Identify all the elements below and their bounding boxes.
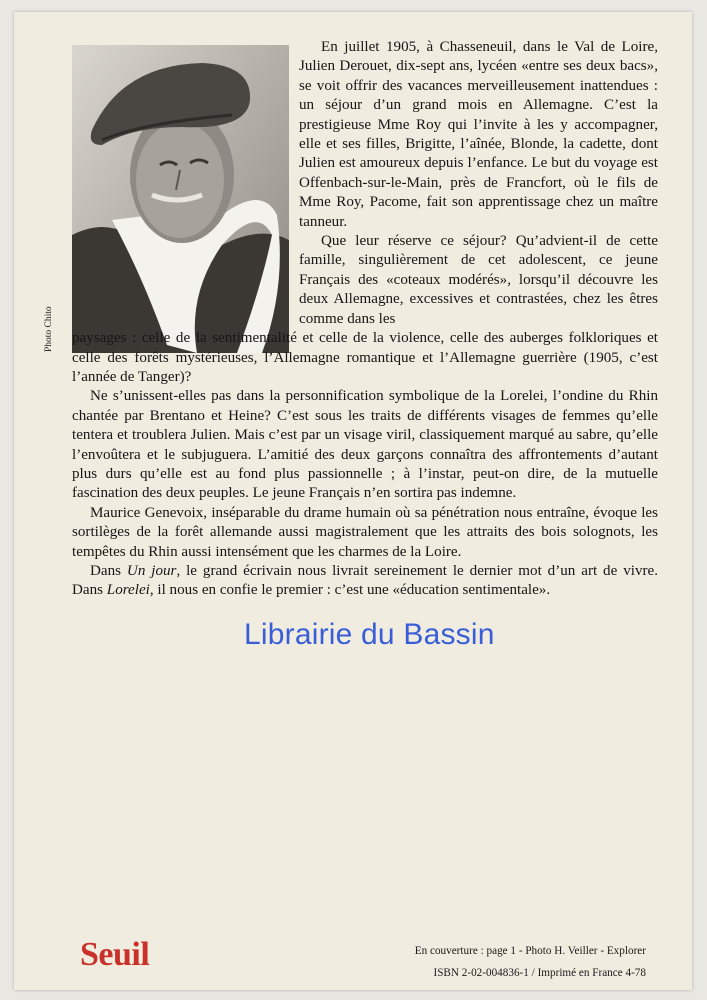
paragraph-2-continued: paysages : celle de la sentimentalité et celle de la violence, celle des auberges folkloriques et celle des forêts mystérieuses, l’Allemagne romantique et l’Allemagne guerrière (1905, c’est l’année de Tanger)? <box>72 330 658 385</box>
photo-credit: Photo Chito <box>44 306 54 352</box>
p5-before: Dans <box>90 562 127 579</box>
publisher-logo: Seuil <box>80 936 150 973</box>
paragraph-3: Ne s’unissent-elles pas dans la personnification symbolique de la Lorelei, l’ondine du Rhin chantée par Brentano et Heine? C’est sous les traits de différents visages de femmes qu’elle tentera et troublera Julien. Mais c’est par un visage viril, classiquement marqué au sabre, qu’elle l’envoûtera et le subjuguera. L’amitié des deux garçons connaîtra des affrontements d’autant plus durs qu’elle est au fond plus passionnelle ; à l’instar, peut-on dire, de la mutuelle fascination des deux peuples. Le jeune Français n’en sortira pas indemne. <box>72 388 658 502</box>
p5-after: , il nous en confie le premier : c’est une «éducation sentimentale». <box>149 582 551 599</box>
paragraph-1: En juillet 1905, à Chasseneuil, dans le Val de Loire, Julien Derouet, dix-sept ans, lycéen «entre ses deux bacs», se voit offrir des vacances merveilleusement inattendues : un séjour d’un grand mois en Allemagne. C’est la prestigieuse Mme Roy qui l’invite à les y accompagner, elle et ses filles, Brigitte, l’aînée, Blonde, la cadette, dont Julien est amoureux depuis l’enfance. Le but du voyage est Offenbach-sur-le-Main, près de Francfort, où le fils de Mme Roy, Pacome, fait son apprentissage chez un maître tanneur. <box>299 39 658 230</box>
watermark: Librairie du Bassin <box>244 618 495 651</box>
p5-title-un-jour: Un jour <box>126 562 177 579</box>
p5-middle: , le grand écrivain nous livrait sereinement le dernier mot d’un art de vivre. Dans <box>72 562 658 599</box>
paragraph-5 <box>72 562 658 601</box>
publication-info <box>415 940 646 984</box>
book-back-cover <box>14 12 692 990</box>
paragraph-4: Maurice Genevoix, inséparable du drame humain où sa pénétration nous entraîne, évoque les sortilèges de la forêt allemande aussi magistralement que les attraits des bois solognots, les tempêtes du Rhin aussi intensément que les charmes de la Loire. <box>72 504 658 560</box>
blurb-text <box>14 38 692 601</box>
isbn-line: ISBN 2-02-004836-1 / Imprimé en France 4-78 <box>433 967 646 979</box>
p5-title-lorelei: Lorelei <box>106 582 150 599</box>
cover-photo-credit: En couverture : page 1 - Photo H. Veiller - Explorer <box>414 945 646 957</box>
paragraph-2: Que leur réserve ce séjour? Qu’advient-il de cette famille, singulièrement de cet adolescent, ce jeune Français des «coteaux modérés», lorsqu’il découvre les deux Allemagne, excessives et contrastées, chez les êtres comme dans les <box>299 233 658 327</box>
